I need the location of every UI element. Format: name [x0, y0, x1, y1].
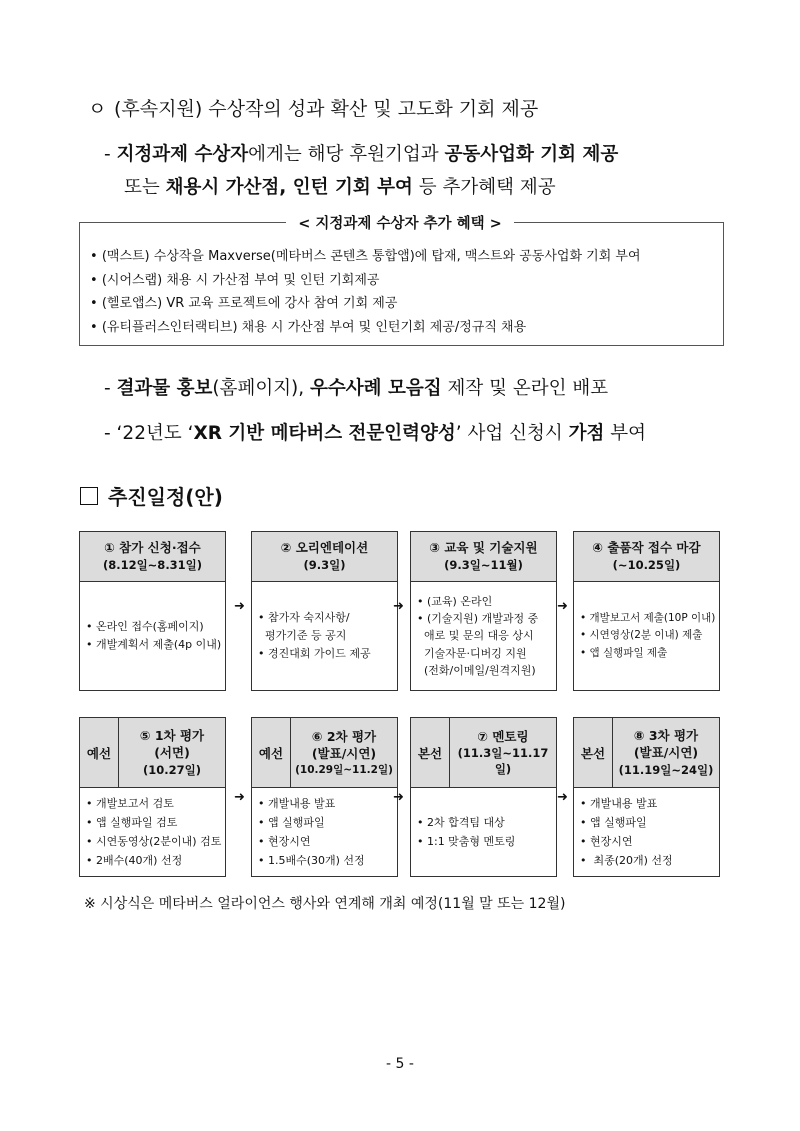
stage-item: • 2차 합격팀 대상 [417, 815, 505, 829]
stage-body [252, 582, 397, 690]
round-tag: 예선 [80, 718, 119, 787]
benefits-list [90, 245, 641, 339]
stage-item: • 앱 실행파일 [258, 815, 325, 829]
stage-title: ③ 교육 및 기술지원 [429, 540, 538, 556]
stage-date: (9.3일) [303, 558, 346, 573]
section-bullet: ㅇ [88, 98, 107, 120]
round-tag: 예선 [252, 718, 291, 787]
stage-header [411, 718, 556, 788]
stage-header [252, 532, 397, 582]
section-heading-text: (후속지원) 수상작의 성과 확산 및 고도화 기회 제공 [114, 98, 539, 120]
stage-title: ⑥ 2차 평가 [311, 728, 377, 744]
promotion-text: 결과물 홍보 [116, 378, 213, 399]
promotion-line [104, 374, 608, 400]
ceremony-note: ※ 시상식은 메타버스 얼라이언스 행사와 연계해 개최 예정(11월 말 또는 12월) [84, 896, 566, 912]
stage-method: (서면) [154, 745, 190, 761]
stage-item: • 앱 실행파일 검토 [86, 815, 178, 829]
stage-title: ① 참가 신청·접수 [104, 540, 201, 556]
stage-item: • 현장시연 [580, 835, 633, 848]
stage-body [80, 582, 225, 690]
stage-item: 애로 및 문의 대응 상시 [417, 629, 534, 643]
stage-item: • 시연동영상(2분이내) 검토 [86, 835, 222, 848]
stage-method: (발표/시연) [633, 745, 699, 761]
stage-title: ② 오리엔테이션 [280, 540, 369, 556]
stage-method: (발표/시연) [311, 746, 377, 762]
stage-title: ⑤ 1차 평가 [139, 727, 205, 743]
stage-item: 기술자문·디버깅 지원 [417, 646, 527, 660]
dash-marker: - [104, 144, 117, 165]
stage-item: • 개발보고서 검토 [86, 796, 174, 810]
stage-item: • 경진대회 가이드 제공 [258, 647, 371, 661]
stage-item: • 1:1 맞춤형 멘토링 [417, 835, 516, 848]
stage-item: • 개발보고서 제출(10P 이내) [580, 612, 716, 625]
stage-item: • 앱 실행파일 제출 [580, 646, 668, 659]
benefit-item: • (헬로앱스) VR 교육 프로젝트에 강사 참여 기회 제공 [90, 292, 641, 316]
arrow-right-icon: ➜ [393, 790, 404, 805]
schedule-title-text: 추진일정(안) [108, 485, 223, 509]
stage-date: (10.29일~11.2일) [295, 763, 393, 776]
benefits-box [79, 222, 724, 346]
round-tag: 본선 [411, 718, 450, 787]
stage-item: • 개발내용 발표 [580, 796, 658, 810]
bonus-text: 가점 [568, 423, 605, 444]
stage-header [411, 532, 556, 582]
stage-item: • 시연영상(2분 이내) 제출 [580, 629, 703, 642]
distribution-text: 제작 및 온라인 배포 [441, 378, 609, 399]
stage-item: • (기술지원) 개발과정 중 [417, 612, 539, 626]
stage-header [574, 718, 719, 788]
hiring-bonus-text: 채용시 가산점, 인턴 기회 부여 [165, 177, 413, 198]
stage-item: • 1.5배수(30개) 선정 [258, 854, 365, 868]
stage-item: • 2배수(40개) 선정 [86, 854, 183, 868]
stage-item: 평가기준 등 공지 [258, 628, 347, 642]
stage-header [574, 532, 719, 582]
arrow-right-icon: ➜ [234, 599, 245, 614]
stage-title-block [613, 718, 719, 787]
stage-item: (전화/이메일/원격지원) [417, 663, 536, 677]
stage-third-evaluation [573, 717, 720, 877]
stage-title: ④ 출품작 접수 마감 [592, 540, 701, 556]
arrow-right-icon: ➜ [557, 790, 568, 805]
stage-body [574, 582, 719, 690]
stage-body [574, 788, 719, 876]
stage-date: (11.3일~11.17일) [457, 746, 549, 777]
schedule-title [80, 481, 223, 510]
checkbox-square-icon [80, 487, 98, 505]
stage-orientation [251, 531, 398, 691]
stage-item: • 개발계획서 제출(4p 이내) [86, 638, 222, 651]
dash-marker: - [104, 378, 117, 399]
arrow-right-icon: ➜ [393, 599, 404, 614]
homepage-text: (홈페이지), [212, 378, 311, 399]
grant-text: 부여 [604, 423, 647, 444]
stage-item: • 온라인 접수(홈페이지) [86, 619, 204, 633]
round-tag: 본선 [574, 718, 613, 787]
stage-body [411, 582, 556, 690]
casebook-text: 우수사례 모음집 [310, 378, 442, 399]
summary-text: 에게는 해당 후원기업과 [248, 144, 445, 165]
arrow-right-icon: ➜ [234, 790, 245, 805]
stage-title: ⑧ 3차 평가 [633, 727, 699, 743]
bonus-points-line [104, 419, 646, 445]
commercialization-text: 공동사업화 기회 제공 [444, 144, 619, 165]
page-number: - 5 - [386, 1056, 414, 1072]
year-text: - ‘22년도 ‘ [104, 423, 194, 444]
stage-title: ⑦ 멘토링 [477, 728, 529, 744]
stage-header [80, 718, 225, 788]
benefit-summary-line2 [124, 173, 556, 199]
benefit-item: • (시어스랩) 채용 시 가산점 부여 및 인턴 기회제공 [90, 269, 641, 293]
stage-title-block [291, 718, 397, 787]
apply-text: ’ 사업 신청시 [455, 423, 569, 444]
stage-item: • 현장시연 [258, 835, 311, 848]
stage-item: • 최종(20개) 선정 [580, 854, 673, 868]
stage-date: (8.12일~8.31일) [102, 558, 203, 573]
winner-text: 지정과제 수상자 [116, 144, 249, 165]
stage-mentoring [410, 717, 557, 877]
arrow-right-icon: ➜ [557, 599, 568, 614]
stage-item: • 앱 실행파일 [580, 815, 647, 829]
stage-date: (9.3일~11월) [444, 558, 523, 573]
stage-body [411, 788, 556, 876]
benefit-item: • (맥스트) 수상작을 Maxverse(메타버스 콘텐츠 통합앱)에 탑재, 맥스트와 공동사업화 기회 부여 [90, 245, 641, 269]
stage-header [252, 718, 397, 788]
stage-title-block [450, 718, 556, 787]
stage-date: (~10.25일) [612, 558, 681, 573]
stage-second-evaluation [251, 717, 398, 877]
stage-item: • (교육) 온라인 [417, 595, 493, 609]
summary-text: 또는 [124, 177, 166, 198]
stage-item: • 개발내용 발표 [258, 796, 336, 810]
stage-body [252, 788, 397, 876]
stage-education [410, 531, 557, 691]
summary-text: 등 추가혜택 제공 [412, 177, 556, 198]
stage-title-block [119, 718, 225, 787]
stage-submission-deadline [573, 531, 720, 691]
benefits-title-text: < 지정과제 수상자 추가 혜택 > [286, 216, 514, 232]
stage-date: (11.19일~24일) [618, 762, 714, 777]
benefit-item: • (유티플러스인터랙티브) 채용 시 가산점 부여 및 인턴기회 제공/정규직 채용 [90, 316, 641, 340]
benefits-title [0, 212, 800, 233]
stage-body [80, 788, 225, 876]
stage-application [79, 531, 226, 691]
section-heading [88, 94, 538, 121]
stage-first-evaluation [79, 717, 226, 877]
stage-item: • 참가자 숙지사항/ [258, 610, 350, 624]
stage-date: (10.27일) [143, 762, 201, 777]
program-name: XR 기반 메타버스 전문인력양성 [193, 423, 456, 444]
benefit-summary-line1 [104, 140, 618, 166]
stage-header [80, 532, 225, 582]
